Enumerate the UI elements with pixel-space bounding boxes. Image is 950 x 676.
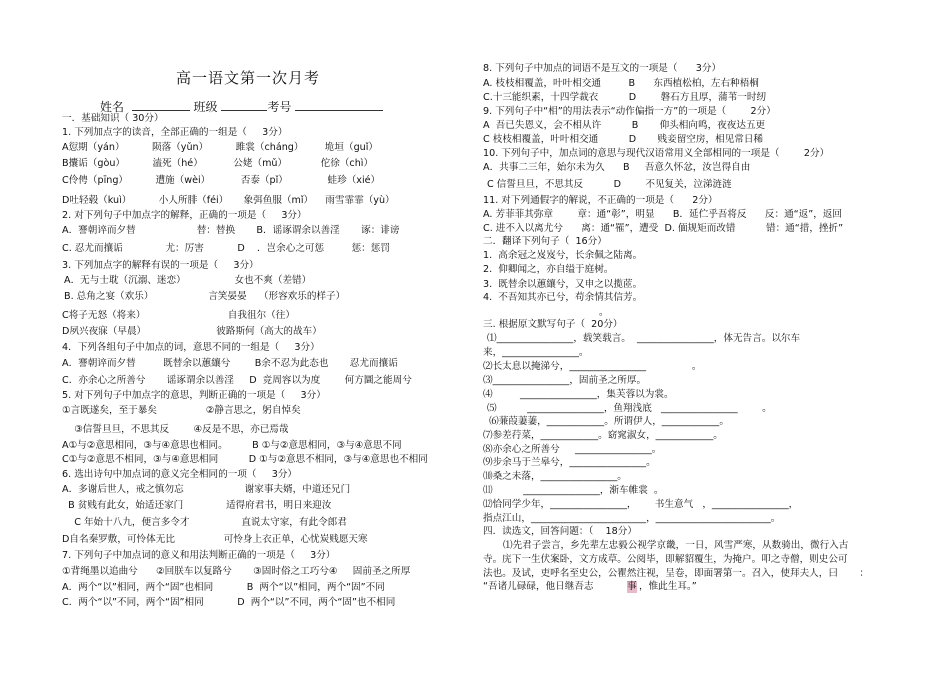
question-line: D吐轻毂（kuì） 小人所腓（féi） 象弭鱼服（mǐ） 雨雪霏霏（yù） xyxy=(62,195,395,206)
question-line: B攮诟（gòu） 溘死（hé） 公姥（mǔ） 佗徐（chì） xyxy=(62,158,374,169)
question-line: 4. 不吾知其亦已兮，苟余情其信芳。 xyxy=(483,292,643,303)
question-line: ⑾ ________________，渐车帷裳 。 xyxy=(483,485,664,496)
question-line: A. 芳菲菲其弥章 章：通“彰”，明显 B．延伫乎吾将反 反：通“返”，返回 xyxy=(483,209,842,220)
question-line: 5. 对下列句子中加点字的意思，判断正确的一项是（ 3分） xyxy=(62,390,326,401)
question-line: A①与②意思相同，③与④意思也相同。 B ①与②意思相同，③与④意思不同 xyxy=(62,440,402,451)
question-line: C．亦余心之所善兮 谣诼谓余以善淫 D 竞周容以为度 何方圜之能周兮 xyxy=(62,375,412,386)
question-line: C．两个“以”不同，两个“固”相同 D 两个“以”不同，两个“固”也不相同 xyxy=(62,597,396,608)
question-line: 法也。及试，吏呼名至史公，公瞿然注视，呈卷，即面署第一。召入，使拜夫人，曰 ： xyxy=(483,568,869,579)
question-line: 9. 下列句子中“相”的用法表示“动作偏指一方”的一项是（ 2分） xyxy=(483,106,776,117)
question-line: A．謇朝谇而夕替 替：替换 B．谣诼谓余以善淫 诼：诽谤 xyxy=(62,225,400,236)
exam-title: 高一语文第一次月考 xyxy=(176,69,321,87)
question-line: 四．读选文，回答问题：（ 18分） xyxy=(483,526,637,537)
question-line: ⑶________________，固前圣之所厚。 xyxy=(483,375,647,386)
question-line: 8. 下列句子中加点的词语不是互文的一项是（ 3分） xyxy=(483,63,722,74)
question-line: ⑷ ________________，集芙蓉以为裳。 xyxy=(483,389,674,400)
question-line: 6. 选出诗句中加点词的意义完全相同的一项（ 3分） xyxy=(62,469,298,480)
highlighted-char: 事 xyxy=(627,581,637,592)
question-line: A．多谢后世人，戒之慎勿忘 谢家事夫婿，中道还兄门 xyxy=(62,484,351,495)
question-line: A．共事二三年，始尔未为久 B 吾意久怀忿，汝岂得自由 xyxy=(483,162,751,173)
question-line: 2. 仰卿闻之，亦自缢于庭树。 xyxy=(483,264,614,275)
question-line: ⑼步余马于兰皋兮，________________。 xyxy=(483,457,656,468)
question-line: 11. 对下列通假字的解说，不正确的一项是（ 2分） xyxy=(483,195,718,206)
question-line: D夙兴夜寐（早晨） 彼路斯何（高大的战车） xyxy=(62,326,322,337)
question-line: C. 进不入以离尤兮 离：通“罹”，遭受 D. 偭规矩而改错 错：通“措，挫折” xyxy=(483,223,844,234)
question-line: ⑴________________，载笑载言。 ________________，体无告言。以尔车 xyxy=(487,333,801,344)
number-label: 考号 xyxy=(267,100,292,114)
question-line: C 信誓旦旦，不思其反 D 不见复关，泣涕涟涟 xyxy=(487,179,732,190)
question-line: C伶俜（pīng） 遭施（wèi） 否泰（pǐ） 蛙珍（xié） xyxy=(62,175,381,186)
question-line: ⑸ ________________，鱼翔浅底 ________________ 。 xyxy=(487,403,772,414)
question-line: ⑹蒹葭萋萋，____________。所谓伊人，____________。 xyxy=(483,416,729,427)
question-line: A 吾已失恩义，会不相从许 B 仰头相向鸣，夜夜达五更 xyxy=(483,120,766,131)
question-line: 二．翻译下列句子（ 16分） xyxy=(483,236,607,247)
question-line: “吾诸儿碌碌，他日继吾志 xyxy=(483,581,600,592)
question-line: A. 枝枝相覆盖，叶叶相交通 B 东西植松柏，左右种梧桐 xyxy=(483,78,759,89)
question-line: 来，________________。 xyxy=(483,347,589,358)
question-line: 4．下列各组句子中加点的词，意思不同的一组是（ 3分） xyxy=(62,342,320,353)
question-line: D自名秦罗敷，可怜体无比 可怜身上衣正单，心忧炭贱愿天寒 xyxy=(62,534,368,545)
question-line: ⑵长太息以掩涕兮，________________ 。 xyxy=(483,361,702,372)
question-line: ③信誓旦旦，不思其反 ④反是不思，亦已焉哉 xyxy=(62,424,289,435)
question-line: C.十三能织素，十四学裁衣 D 磐石方且厚，蒲苇一时纫 xyxy=(483,92,767,103)
name-blank[interactable] xyxy=(132,99,190,111)
question-line: 1. 高余冠之岌岌兮，长余佩之陆离。 xyxy=(483,250,643,261)
question-line: 三. 根据原文默写句子（ 20分） xyxy=(483,319,623,330)
class-blank[interactable] xyxy=(221,99,267,111)
question-line: 2. 对下列句子中加点字的解释，正确的一项是（ 3分） xyxy=(62,210,307,221)
question-line: C①与②意思不相同，③与④意思相同 D ①与②意思不相同，③与④意思也不相同 xyxy=(62,454,428,465)
question-line: A．无与士耽（沉溺、迷恋） 女也不爽（差错） xyxy=(64,275,312,286)
question-line: B. 总角之宴（欢乐） 言笑晏晏 （形容欢乐的样子） xyxy=(64,291,346,302)
question-line: ⑺参差荇菜，____________。窈窕淑女，____________。 xyxy=(483,430,723,441)
question-line: ⑿恰同学少年，________________， 书生意气 ，________________， xyxy=(483,499,799,510)
question-line: C将子无怒（将来） 自我徂尔（往） xyxy=(62,310,295,321)
question-line: 指点江山，________________________，________________________。 xyxy=(483,513,781,524)
question-line: ⑻亦余心之所善兮 ________________。 xyxy=(483,444,662,455)
number-blank[interactable] xyxy=(295,99,383,111)
question-line: B 贫贱有此女，始适还家门 适得府君书，明日来迎汝 xyxy=(62,500,332,511)
question-line: 寺。庑下一生伏案卧，文方成草。公阅毕，即解貂覆生，为掩户。叩之寺僧，则史公可 xyxy=(483,554,848,565)
class-label: 班级 xyxy=(193,100,218,114)
question-line: C. 忍尤而攘诟 尤：厉害 D ．岂余心之可惩 惩：惩罚 xyxy=(62,243,390,254)
question-line: 3. 下列加点字的解释有误的一项是（ 3分） xyxy=(62,260,259,271)
question-line: C 年始十八九，便言多令才 直说太守家，有此令郎君 xyxy=(62,517,347,528)
question-line: 1. 下列加点字的读音，全部正确的一组是（ 3分） xyxy=(62,127,288,138)
question-line: A．两个“以”相同，两个“固”也相同 B 两个“以”相同，两个“固”不同 xyxy=(62,582,385,593)
question-line: C 枝枝相覆盖，叶叶相交通 D 贱妾留空房，相见常日稀 xyxy=(483,134,764,145)
question-line: ①背绳墨以追曲兮 ②回朕车以复路兮 ③固时俗之工巧兮④ 固前圣之所厚 xyxy=(62,566,411,577)
question-line: ，惟此生耳。” xyxy=(639,581,697,592)
question-line: 3. 既替余以蕙纕兮，又申之以揽茝。 xyxy=(483,279,643,290)
question-line: ⑴先君子尝言，乡先辈左忠毅公视学京畿，一日，风雪严寒，从数骑出，微行入古 xyxy=(503,540,849,551)
question-line: A．謇朝谇而夕替 既替余以蕙纕兮 B余不忍为此态也 忍尤而攘诟 xyxy=(62,358,398,369)
question-line: 。 xyxy=(599,307,609,318)
question-line: ⑽桑之未落，________________。 xyxy=(483,471,627,482)
question-line: 10. 下列句子中，加点词的意思与现代汉语常用义全部相同的一项是（ 2分） xyxy=(483,148,830,159)
name-label: 姓名 xyxy=(100,100,125,114)
question-line: ①言既遂矣，至于暴矣 ②静言思之，躬自悼矣 xyxy=(62,405,301,416)
question-line: A愆期（yán） 陨落（yǔn） 雎裳（cháng） 垝垣（guǐ） xyxy=(62,142,379,153)
question-line: 7. 下列句子中加点词的意义和用法判断正确的一项是（ 3分） xyxy=(62,550,336,561)
question-line: 一．基础知识（ 30分） xyxy=(62,113,164,124)
